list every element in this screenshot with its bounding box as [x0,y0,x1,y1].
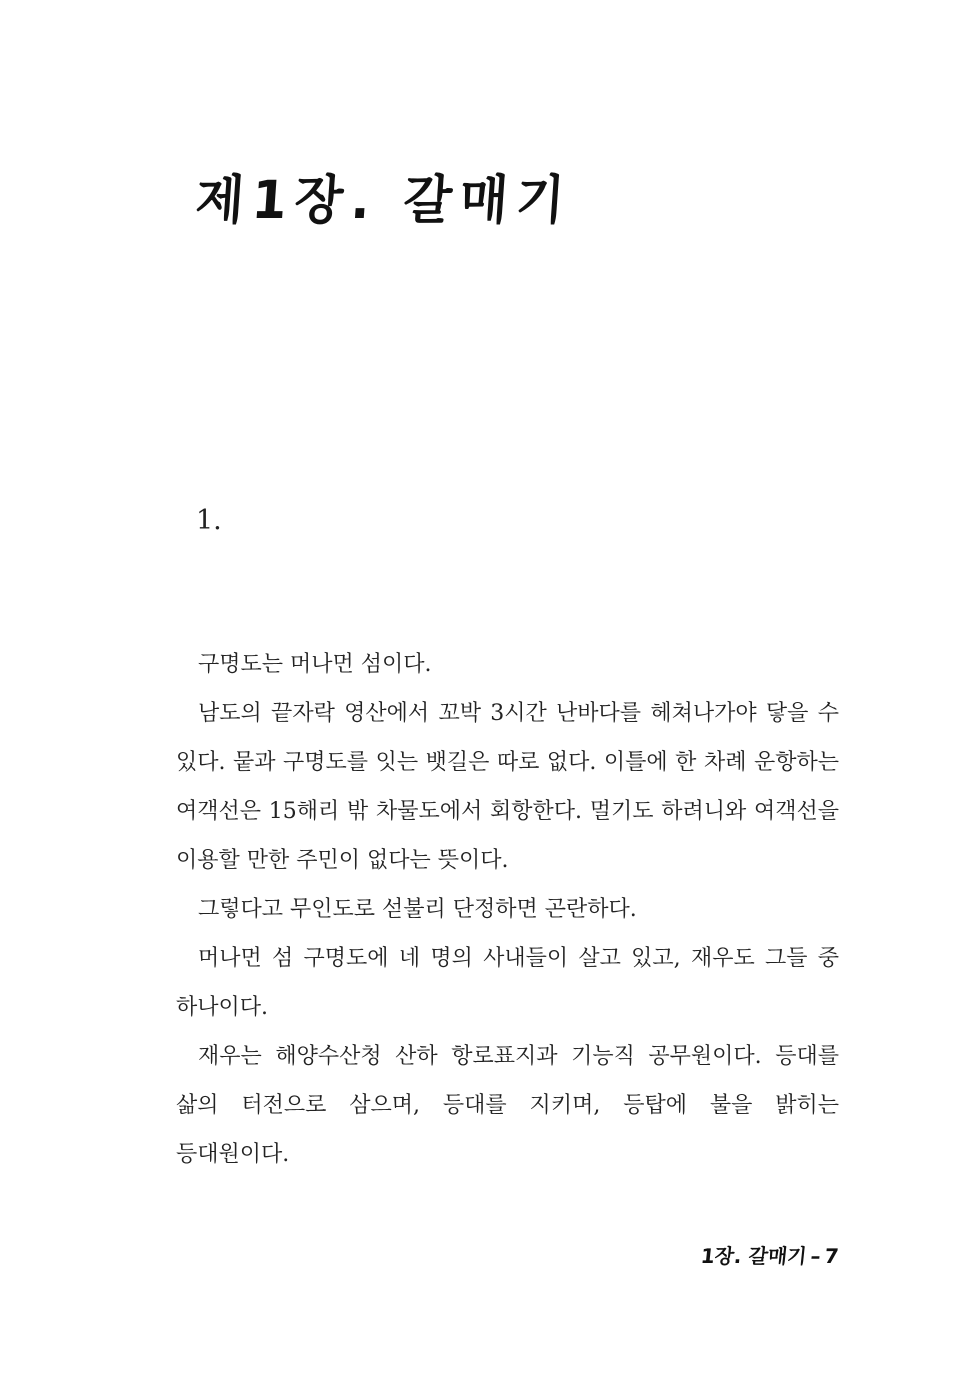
paragraph-3: 그렇다고 무인도로 섣불리 단정하면 곤란하다. [198,897,637,922]
running-footer [700,1240,841,1269]
chapter-title: 제1장. 갈매기 [193,169,575,231]
paragraph-1: 구명도는 머나먼 섬이다. [198,652,432,677]
section-number: 1. [196,505,222,536]
paragraph-4: 머나먼 섬 구명도에 네 명의 사내들이 살고 있고, 재우도 그들 중 하나이다. [176,946,839,1020]
paragraph-5: 재우는 해양수산청 산하 항로표지과 기능직 공무원이다. 등대를 삶의 터전으로 삼으며, 등대를 지키며, 등탑에 불을 밝히는 등대원이다. [176,1044,839,1167]
page-number: 7 [823,1244,841,1268]
body-text [176,640,839,1179]
footer-separator: – [809,1244,823,1268]
footer-running-title: 1장. 갈매기 [699,1244,809,1268]
paragraph-2: 남도의 끝자락 영산에서 꼬박 3시간 난바다를 헤쳐나가야 닿을 수 있다. 뭍과 구명도를 잇는 뱃길은 따로 없다. 이틀에 한 차례 운항하는 여객선은 15해리 밖 차물도에서 회항한다. 멀기도 하려니와 여객선을 이용할 만한 주민이 없다는 뜻이다. [176,701,839,873]
